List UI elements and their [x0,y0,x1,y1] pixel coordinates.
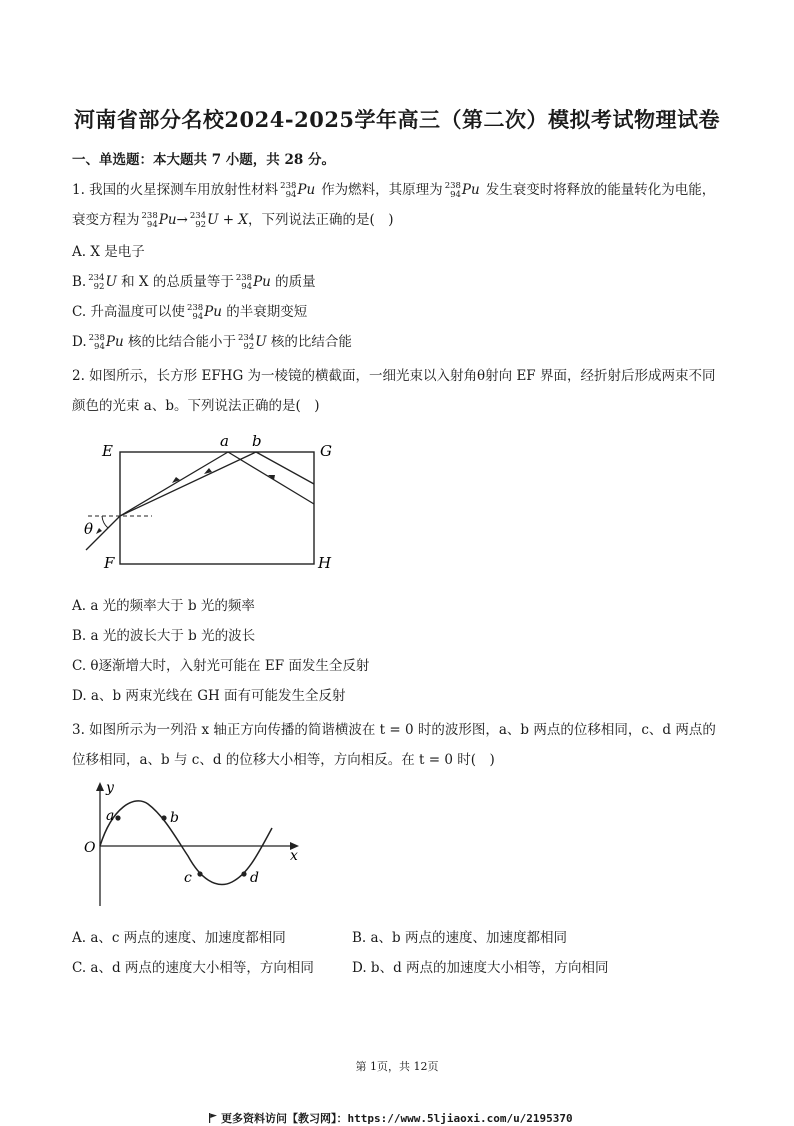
prism-diagram [72,428,342,578]
q1-text: 作为燃料，其原理为 [321,182,443,198]
point-d [241,871,246,876]
q3-option-c: C. a、d 两点的速度大小相等，方向相同 [72,960,314,976]
q3-stem-line-2: 位移相同，a、b 与 c、d 的位移大小相等，方向相反。在 t = 0 时( ) [72,752,495,768]
point-a [115,815,120,820]
ray-a [120,452,228,516]
q2-option-a: A. a 光的频率大于 b 光的频率 [72,598,255,614]
page-number: 第 1页，共 12页 [355,1060,439,1073]
label-F: F [104,554,115,572]
q3-option-d: D. b、d 两点的加速度大小相等，方向相同 [352,960,609,976]
section-heading: 一、单选题：本大题共 7 小题，共 28 分。 [72,152,335,168]
q1-option-a: A. X 是电子 [72,244,145,260]
q1-text: 发生衰变时将释放的能量转化为电能， [485,182,716,198]
label-b: b [252,432,262,450]
prism-rectangle [120,452,314,564]
label-a: a [220,432,229,450]
q2-stem-line-1: 2. 如图所示，长方形 EFHG 为一棱镜的横截面，一细光束以入射角θ射向 EF 界面，经折射后形成两束不同 [72,368,716,384]
ray-b [120,452,256,516]
label-a: a [106,808,115,824]
label-H: H [318,554,332,572]
label-y: y [106,780,114,796]
page-title: 河南省部分名校2024-2025学年高三（第二次）模拟考试物理试卷 [73,107,721,132]
label-O: O [84,840,96,856]
q3-stem-line-1: 3. 如图所示为一列沿 x 轴正方向传播的简谐横波在 t = 0 时的波形图，a、b 两点的位移相同，c、d 两点的 [72,722,716,738]
q2-option-d: D. a、b 两束光线在 GH 面有可能发生全反射 [72,688,346,704]
wave-diagram [72,778,312,910]
q3-option-b: B. a、b 两点的速度、加速度都相同 [352,930,567,946]
reflected-b [256,452,314,484]
decay-arrow: → [176,212,188,228]
q2-option-b: B. a 光的波长大于 b 光的波长 [72,628,256,644]
flag-icon [208,1113,218,1123]
q1-text: 1. 我国的火星探测车用放射性材料 [72,182,279,198]
label-b: b [170,810,179,826]
label-theta: θ [84,520,94,538]
q3-option-a: A. a、c 两点的速度、加速度都相同 [72,930,286,946]
point-c [197,871,202,876]
theta-arc [102,516,108,528]
ad-text: 更多资料访问【教习网】：https://www.5ljiaoxi.com/u/2195370 [221,1112,573,1125]
q2-option-c: C. θ逐渐增大时，入射光可能在 EF 面发生全反射 [72,658,370,674]
q1-option-d: D. 238 94 Pu 核的比结合能小于 234 92 U 核的比结合能 [72,333,352,352]
point-b [161,815,166,820]
q1-stem-line-2: 衰变方程为 238 94 Pu→ 234 92 U + X，下列说法正确的是( ) [72,211,394,230]
q1-option-c: C. 升高温度可以使 238 94 Pu 的半衰期变短 [72,303,308,322]
label-d: d [250,870,259,886]
q1-option-b: B. 234 92 U 和 X 的总质量等于 238 94 Pu 的质量 [72,273,316,292]
nuclide-pu-script: 238 94 [280,181,297,200]
incident-arrow [96,528,102,534]
label-G: G [320,442,332,460]
label-c: c [184,870,192,886]
label-E: E [102,442,113,460]
q1-stem-line-1: 1. 我国的火星探测车用放射性材料 238 94 Pu 作为燃料，其原理为 238 94 Pu 发生衰变时将释放的能量转化为电能， [72,181,716,200]
y-axis-arrow [96,782,104,791]
q2-stem-line-2: 颜色的光束 a、b。下列说法正确的是( ) [72,398,320,414]
nuclide-u: U [207,212,219,228]
nuclide-pu: Pu [297,182,316,198]
label-x: x [290,848,298,864]
